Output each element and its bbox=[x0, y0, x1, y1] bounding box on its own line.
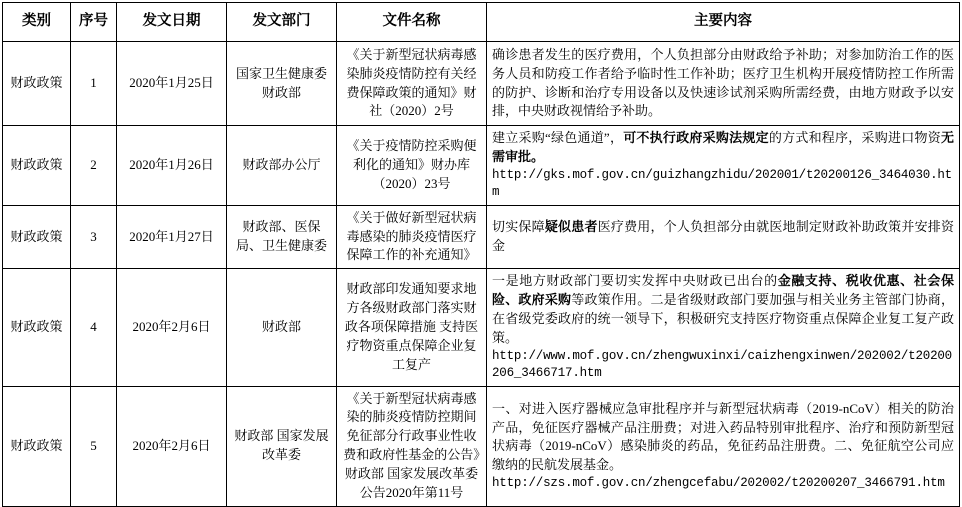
table-row bbox=[3, 126, 960, 206]
cell-dept: 财政部办公厅 bbox=[227, 126, 337, 206]
column-header-category: 类别 bbox=[3, 3, 71, 42]
column-header-dept: 发文部门 bbox=[227, 3, 337, 42]
table-row bbox=[3, 42, 960, 126]
cell-dept: 财政部、医保局、卫生健康委 bbox=[227, 205, 337, 269]
content-emphasis: 可不执行政府采购法规定 bbox=[623, 130, 769, 145]
cell-title: 《关于新型冠状病毒感染的肺炎疫情防控期间免征部分行政事业性收费和政府性基金的公告》财政部 国家发展改革委公告2020年第11号 bbox=[337, 386, 487, 506]
cell-category: 财政政策 bbox=[3, 205, 71, 269]
cell-title: 《关于新型冠状病毒感染肺炎疫情防控有关经费保障政策的通知》财社（2020）2号 bbox=[337, 42, 487, 126]
content-text: 的方式和程序，采购进口物资 bbox=[768, 130, 941, 145]
cell-date: 2020年1月25日 bbox=[117, 42, 227, 126]
content-text: 确诊患者发生的医疗费用，个人负担部分由财政给予补助；对参加防治工作的医务人员和防疫工作者给予临时性工作补助；医疗卫生机构开展疫情防控工作所需的防护、诊断和治疗专用设备以及快速诊试剂采购所需经费，由地方财政予以安排，中央财政视情给予补助。 bbox=[492, 46, 954, 119]
table-row bbox=[3, 269, 960, 386]
table-header-row bbox=[3, 3, 960, 42]
column-header-title: 文件名称 bbox=[337, 3, 487, 42]
cell-index: 1 bbox=[71, 42, 117, 126]
cell-date: 2020年2月6日 bbox=[117, 386, 227, 506]
cell-content bbox=[487, 269, 960, 386]
table-row bbox=[3, 386, 960, 506]
cell-content bbox=[487, 126, 960, 206]
content-text: 医疗费用，个人负担部分由就医地制定财政补助政策并安排资金 bbox=[492, 219, 954, 253]
cell-category: 财政政策 bbox=[3, 386, 71, 506]
cell-date: 2020年1月26日 bbox=[117, 126, 227, 206]
column-header-date: 发文日期 bbox=[117, 3, 227, 42]
cell-title: 《关于做好新型冠状病毒感染的肺炎疫情医疗保障工作的补充通知》 bbox=[337, 205, 487, 269]
cell-category: 财政政策 bbox=[3, 42, 71, 126]
cell-dept: 财政部 国家发展改革委 bbox=[227, 386, 337, 506]
table-body bbox=[3, 42, 960, 507]
cell-index: 3 bbox=[71, 205, 117, 269]
cell-content bbox=[487, 42, 960, 126]
cell-title: 《关于疫情防控采购便利化的通知》财办库（2020）23号 bbox=[337, 126, 487, 206]
content-text: 切实保障 bbox=[492, 219, 545, 235]
cell-index: 5 bbox=[71, 386, 117, 506]
cell-content bbox=[487, 205, 960, 269]
source-url[interactable]: http://www.mof.gov.cn/zhengwuxinxi/caizhengxinwen/202002/t20200206_3466717.htm bbox=[492, 348, 952, 381]
table-header bbox=[3, 3, 960, 42]
content-text: 一是地方财政部门要切实发挥中央财政已出台的 bbox=[492, 273, 778, 289]
source-url[interactable]: http://szs.mof.gov.cn/zhengcefabu/202002/t20200207_3466791.htm bbox=[492, 476, 945, 491]
cell-dept: 国家卫生健康委 财政部 bbox=[227, 42, 337, 126]
cell-index: 2 bbox=[71, 126, 117, 206]
cell-index: 4 bbox=[71, 269, 117, 386]
column-header-index: 序号 bbox=[71, 3, 117, 42]
cell-date: 2020年1月27日 bbox=[117, 205, 227, 269]
column-header-content: 主要内容 bbox=[487, 3, 960, 42]
table-row bbox=[3, 205, 960, 269]
cell-date: 2020年2月6日 bbox=[117, 269, 227, 386]
policy-table bbox=[2, 2, 960, 507]
content-text: 建立采购“绿色通道”， bbox=[492, 130, 624, 145]
content-emphasis: 无需审批。 bbox=[492, 130, 954, 164]
content-emphasis: 疑似患者 bbox=[544, 219, 598, 235]
cell-category: 财政政策 bbox=[3, 126, 71, 206]
cell-category: 财政政策 bbox=[3, 269, 71, 386]
cell-dept: 财政部 bbox=[227, 269, 337, 386]
content-text: 一、对进入医疗器械应急审批程序并与新型冠状病毒（2019-nCoV）相关的防治产品，免征医疗器械产品注册费；对进入药品特别审批程序、治疗和预防新型冠状病毒（2019-nCoV）感染肺炎的药品，免征药品注册费。二、免征航空公司应缴纳的民航发展基金。 bbox=[492, 400, 954, 473]
content-emphasis: 金融支持、税收优惠、社会保险、政府采购 bbox=[492, 273, 954, 308]
cell-title: 财政部印发通知要求地方各级财政部门落实财政各项保障措施 支持医疗物资重点保障企业复工复产 bbox=[337, 269, 487, 386]
content-text: 等政策作用。二是省级财政部门要加强与相关业务主管部门协商，在省级党委政府的统一领导下，积极研究支持医疗物资重点保障企业复工复产政策。 bbox=[492, 292, 954, 345]
cell-content bbox=[487, 386, 960, 506]
source-url[interactable]: http://gks.mof.gov.cn/guizhangzhidu/202001/t20200126_3464030.htm bbox=[492, 167, 952, 200]
